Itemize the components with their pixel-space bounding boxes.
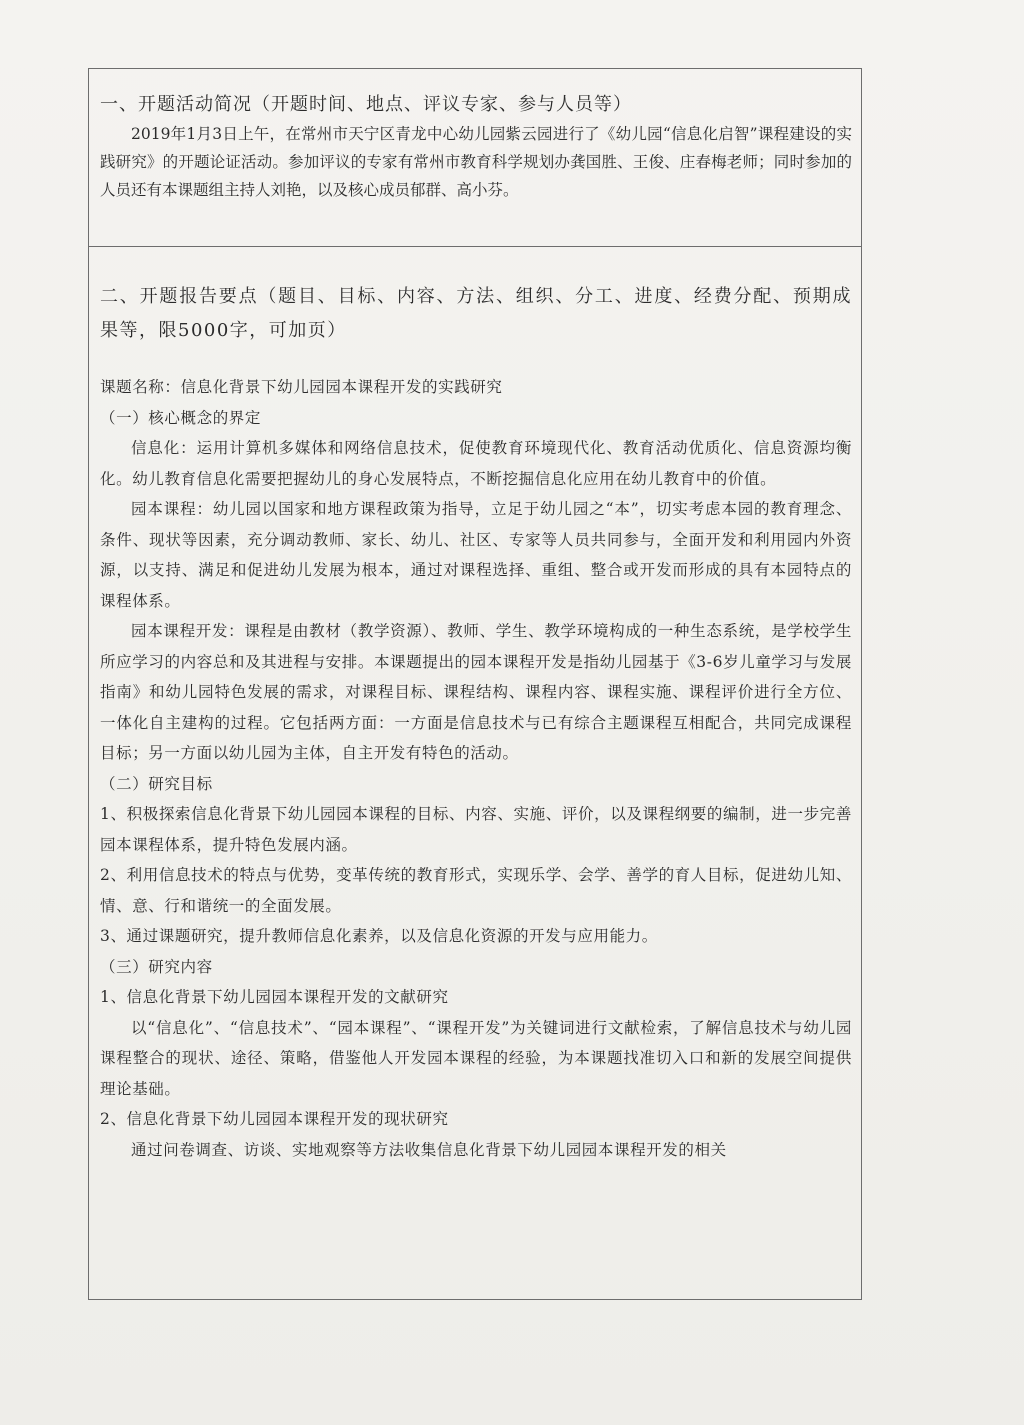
- definition-curriculum-development: [100, 616, 852, 769]
- content-item-title: 1、信息化背景下幼儿园园本课程开发的文献研究: [100, 988, 449, 1006]
- research-goal: 1、积极探索信息化背景下幼儿园园本课程的目标、内容、实施、评价，以及课程纲要的编制，进一步完善园本课程体系，提升特色发展内涵。: [100, 805, 852, 854]
- part1-title: （一）核心概念的界定: [100, 408, 262, 427]
- section-divider: [88, 246, 862, 247]
- definition-text: 幼儿园以国家和地方课程政策为指导，立足于幼儿园之“本”，切实考虑本园的教育理念、条件、现状等因素，充分调动教师、家长、幼儿、社区、专家等人员共同参与，全面开发和利用园内外资源，以支持、满足和促进幼儿发展为根本，通过对课程选择、重组、整合或开发而形成的具有本园特点的课程体系。: [100, 500, 852, 610]
- definition-informatization: [100, 433, 852, 494]
- section-report-points: [100, 280, 852, 1165]
- part3-title: （三）研究内容: [100, 957, 213, 976]
- research-goal: 2、利用信息技术的特点与优势，变革传统的教育形式，实现乐学、会学、善学的育人目标，促进幼儿知、情、意、行和谐统一的全面发展。: [100, 866, 852, 915]
- definition-text: 课程是由教材（教学资源）、教师、学生、教学环境构成的一种生态系统，是学校学生所应学习的内容总和及其进程与安排。本课题提出的园本课程开发是指幼儿园基于《3-6岁儿童学习与发展指南》和幼儿园特色发展的需求，对课程目标、课程结构、课程内容、课程实施、课程评价进行全方位、一体化自主建构的过程。它包括两方面：一方面是信息技术与已有综合主题课程互相配合，共同完成课程目标；另一方面以幼儿园为主体，自主开发有特色的活动。: [100, 622, 852, 762]
- definition-term: 信息化：: [131, 439, 197, 457]
- definition-term: 园本课程：: [131, 500, 213, 518]
- part2-title: （二）研究目标: [100, 774, 213, 793]
- content-item-text: 以“信息化”、“信息技术”、“园本课程”、“课程开发”为关键词进行文献检索，了解信息技术与幼儿园课程整合的现状、途径、策略，借鉴他人开发园本课程的经验，为本课题找准切入口和新的发展空间提供理论基础。: [100, 1018, 852, 1098]
- definition-school-curriculum: [100, 494, 852, 616]
- section1-body: 2019年1月3日上午，在常州市天宁区青龙中心幼儿园紫云园进行了《幼儿园“信息化启智”课程建设的实践研究》的开题论证活动。参加评议的专家有常州市教育科学规划办龚国胜、王俊、庄春梅老师；同时参加的人员还有本课题组主持人刘艳，以及核心成员郁群、高小芬。: [100, 125, 852, 199]
- definition-term: 园本课程开发：: [131, 622, 245, 640]
- topic-title: 课题名称：信息化背景下幼儿园园本课程开发的实践研究: [100, 378, 503, 396]
- content-item-title: 2、信息化背景下幼儿园园本课程开发的现状研究: [100, 1110, 449, 1128]
- content-item-text: 通过问卷调查、访谈、实地观察等方法收集信息化背景下幼儿园园本课程开发的相关: [131, 1140, 727, 1159]
- section-activity-overview: [100, 90, 852, 204]
- section2-heading: 二、开题报告要点（题目、目标、内容、方法、组织、分工、进度、经费分配、预期成果等，限5000字，可加页）: [100, 286, 852, 341]
- research-goal: 3、通过课题研究，提升教师信息化素养，以及信息化资源的开发与应用能力。: [100, 927, 658, 945]
- section1-heading: 一、开题活动简况（开题时间、地点、评议专家、参与人员等）: [100, 94, 632, 115]
- definition-text: 运用计算机多媒体和网络信息技术，促使教育环境现代化、教育活动优质化、信息资源均衡化。幼儿教育信息化需要把握幼儿的身心发展特点，不断挖掘信息化应用在幼儿教育中的价值。: [100, 439, 852, 488]
